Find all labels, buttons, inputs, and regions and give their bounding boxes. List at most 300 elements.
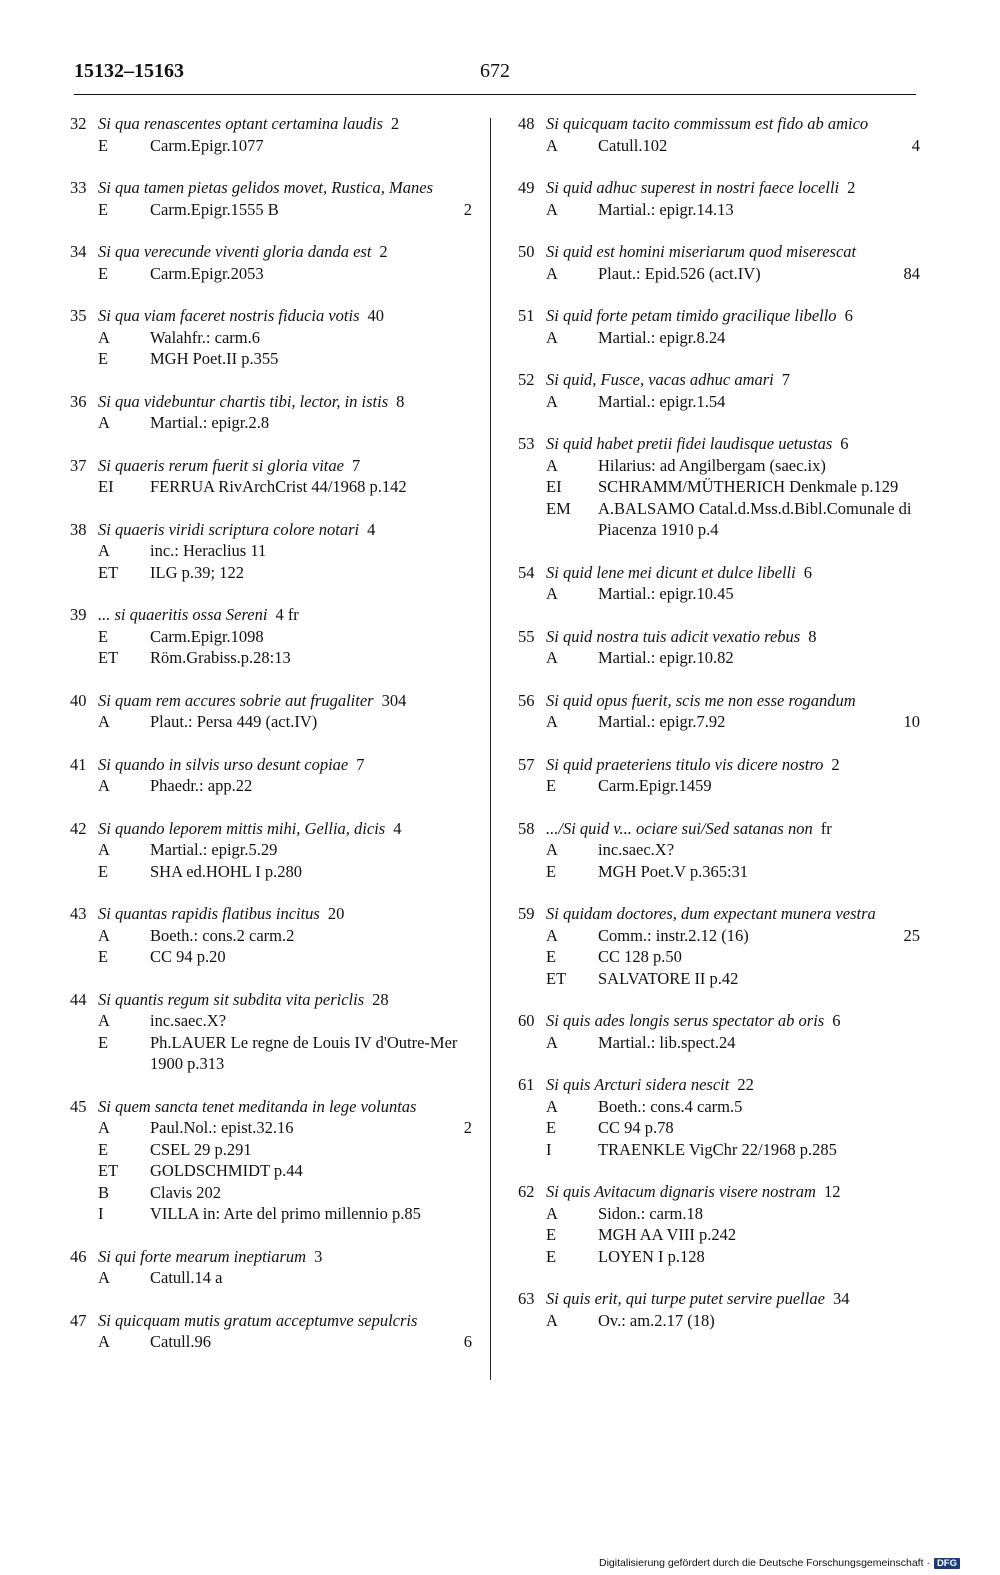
entry-incipit: Si quando in silvis urso desunt copiae xyxy=(98,754,349,774)
source-line-count: 6 xyxy=(463,1332,472,1351)
source-reference xyxy=(598,647,938,669)
entry-title-line xyxy=(70,989,490,1011)
entry-incipit: Si quid habet pretii fidei laudisque uetustas xyxy=(546,434,833,453)
source-reference xyxy=(150,135,490,157)
source-reference-text: Plaut.: Persa 449 (act.IV) xyxy=(150,712,318,731)
source-reference xyxy=(150,348,490,370)
entry-title-line xyxy=(70,818,490,840)
source-code: A xyxy=(98,327,110,347)
source-code: A xyxy=(546,648,558,667)
source-reference-text: Sidon.: carm.18 xyxy=(598,1203,703,1223)
source-row xyxy=(518,1224,938,1246)
source-reference xyxy=(150,199,490,221)
entry-number: 38 xyxy=(70,519,87,539)
entry-title-line xyxy=(70,903,490,925)
source-reference-text: CSEL 29 p.291 xyxy=(150,1139,252,1159)
source-reference-text: CC 94 p.20 xyxy=(150,947,226,966)
entry-line-count: 28 xyxy=(372,989,389,1009)
catalog-entry xyxy=(70,113,490,156)
source-code: E xyxy=(546,1246,557,1266)
source-row xyxy=(70,540,490,562)
entry-line-count: 34 xyxy=(832,1289,850,1308)
entry-title-line xyxy=(518,626,938,648)
source-code: I xyxy=(98,1204,104,1223)
source-reference-text: CC 94 p.78 xyxy=(598,1118,674,1137)
source-reference xyxy=(150,1139,490,1161)
source-line-count: 84 xyxy=(903,263,920,283)
source-reference-text: FERRUA RivArchCrist 44/1968 p.142 xyxy=(150,477,407,496)
entry-line-count: fr xyxy=(820,818,832,838)
source-reference xyxy=(150,1117,490,1139)
source-code: A xyxy=(546,712,558,731)
entry-incipit: Si quid forte petam timido gracilique libello xyxy=(546,306,837,325)
source-reference-text: Plaut.: Epid.526 (act.IV) xyxy=(598,263,761,283)
source-code: A xyxy=(546,135,558,155)
entry-line-count: 2 xyxy=(831,754,840,774)
entry-line-count: 4 fr xyxy=(275,605,299,624)
source-reference xyxy=(150,540,490,562)
entry-title-line xyxy=(518,818,938,840)
entry-incipit: Si quam rem accures sobrie aut frugaliter xyxy=(98,690,374,710)
source-reference xyxy=(598,775,938,797)
source-reference xyxy=(150,263,490,285)
entry-number: 45 xyxy=(70,1096,87,1116)
source-reference-text: Boeth.: cons.2 carm.2 xyxy=(150,925,295,945)
source-reference-text: CC 128 p.50 xyxy=(598,947,682,966)
source-reference xyxy=(150,476,490,498)
source-code: A xyxy=(98,1118,110,1137)
source-reference-text: Paul.Nol.: epist.32.16 xyxy=(150,1118,294,1137)
right-column xyxy=(518,113,938,1352)
source-reference-text: MGH Poet.V p.365:31 xyxy=(598,861,749,881)
entry-title-line xyxy=(70,391,490,413)
entry-title-line xyxy=(70,690,490,712)
entry-incipit: Si quem sancta tenet meditanda in lege voluntas xyxy=(98,1096,417,1116)
entry-incipit: Si quando leporem mittis mihi, Gellia, dicis xyxy=(98,818,386,838)
source-reference-text: Martial.: epigr.8.24 xyxy=(598,327,726,347)
source-row xyxy=(70,1032,490,1075)
source-reference-text: Clavis 202 xyxy=(150,1182,222,1202)
catalog-entry xyxy=(518,1181,938,1267)
source-reference-text: MGH Poet.II p.355 xyxy=(150,349,279,368)
source-row xyxy=(70,1139,490,1161)
source-code: A xyxy=(546,1203,558,1223)
source-reference xyxy=(598,498,938,541)
source-row xyxy=(70,327,490,349)
entry-number: 62 xyxy=(518,1182,535,1201)
source-code: E xyxy=(98,1032,109,1052)
source-code: EI xyxy=(98,477,114,496)
source-row xyxy=(70,711,490,733)
catalog-entry xyxy=(518,1074,938,1160)
entry-incipit: .../Si quid v... ociare sui/Sed satanas non xyxy=(546,818,813,838)
source-code: A xyxy=(98,413,110,432)
source-row xyxy=(70,626,490,648)
entry-line-count: 4 xyxy=(393,818,402,838)
entry-title-line xyxy=(518,903,938,925)
catalog-entry xyxy=(70,177,490,220)
source-reference-text: ILG p.39; 122 xyxy=(150,562,244,582)
entry-incipit: ... si quaeritis ossa Sereni xyxy=(98,605,268,624)
entry-number: 60 xyxy=(518,1011,535,1030)
entry-line-count: 6 xyxy=(832,1011,841,1030)
entry-line-count: 40 xyxy=(367,306,385,325)
source-line-count: 4 xyxy=(911,135,920,155)
source-reference-text: LOYEN I p.128 xyxy=(598,1246,705,1266)
catalog-entry xyxy=(518,818,938,883)
entry-line-count: 7 xyxy=(351,455,361,475)
source-reference-text: Carm.Epigr.1098 xyxy=(150,626,264,646)
source-reference-text: Hilarius: ad Angilbergam (saec.ix) xyxy=(598,455,826,475)
catalog-entry xyxy=(70,1096,490,1225)
source-code: E xyxy=(546,861,557,881)
source-reference xyxy=(598,391,938,413)
source-reference-text: TRAENKLE VigChr 22/1968 p.285 xyxy=(598,1139,837,1159)
source-row xyxy=(518,1139,938,1161)
source-reference xyxy=(598,1096,938,1118)
source-reference-text: MGH AA VIII p.242 xyxy=(598,1225,737,1244)
entry-incipit: Si quicquam mutis gratum acceptumve sepulcris xyxy=(98,1310,418,1330)
source-reference xyxy=(598,327,938,349)
source-reference-text: Martial.: epigr.7.92 xyxy=(598,712,726,731)
entry-incipit: Si quidam doctores, dum expectant munera vestra xyxy=(546,904,876,923)
source-reference xyxy=(150,1331,490,1353)
source-row xyxy=(70,1010,490,1032)
source-code: E xyxy=(546,947,557,966)
catalog-entry xyxy=(518,305,938,348)
source-reference xyxy=(598,263,938,285)
source-row xyxy=(518,199,938,221)
source-reference xyxy=(150,1010,490,1032)
catalog-entry xyxy=(70,604,490,669)
entry-incipit: Si qui forte mearum ineptiarum xyxy=(98,1246,307,1266)
source-reference-text: Walahfr.: carm.6 xyxy=(150,327,260,347)
entry-line-count: 304 xyxy=(381,690,407,710)
source-code: E xyxy=(98,263,109,283)
source-reference-text: Martial.: epigr.10.45 xyxy=(598,584,734,603)
source-reference xyxy=(598,455,938,477)
source-reference xyxy=(150,1182,490,1204)
entry-number: 47 xyxy=(70,1310,87,1330)
source-line-count: 25 xyxy=(903,925,920,945)
entry-incipit: Si qua renascentes optant certamina laudis xyxy=(98,114,383,133)
catalog-entry xyxy=(518,113,938,156)
source-code: ET xyxy=(98,1161,119,1180)
entry-incipit: Si quid, Fusce, vacas adhuc amari xyxy=(546,370,774,389)
entry-line-count: 2 xyxy=(379,242,388,261)
source-reference xyxy=(150,562,490,584)
source-code: A xyxy=(98,1332,110,1351)
source-row xyxy=(518,583,938,605)
entry-title-line xyxy=(70,113,490,135)
source-row xyxy=(518,391,938,413)
catalog-entry xyxy=(70,455,490,498)
source-line-count: 10 xyxy=(903,712,920,731)
entry-title-line xyxy=(518,433,938,455)
source-code: A xyxy=(98,1268,110,1287)
source-reference xyxy=(598,1139,938,1161)
entry-number: 46 xyxy=(70,1246,87,1266)
source-code: A xyxy=(546,391,558,411)
source-code: ET xyxy=(546,968,567,988)
source-row xyxy=(70,1160,490,1182)
entry-title-line xyxy=(518,562,938,584)
source-code: A xyxy=(546,263,558,283)
source-reference xyxy=(598,968,938,990)
page-footer xyxy=(599,1557,960,1569)
entry-title-line xyxy=(518,369,938,391)
source-reference-text: Catull.102 xyxy=(598,135,668,155)
source-reference xyxy=(598,1246,938,1268)
catalog-entry xyxy=(70,391,490,434)
source-reference-text: Ov.: am.2.17 (18) xyxy=(598,1310,715,1330)
source-reference xyxy=(150,711,490,733)
entry-incipit: Si quid opus fuerit, scis me non esse rogandum xyxy=(546,690,856,710)
source-reference-text: SCHRAMM/MÜTHERICH Denkmale p.129 xyxy=(598,477,899,496)
source-reference-text: inc.saec.X? xyxy=(150,1011,227,1030)
source-row xyxy=(70,476,490,498)
source-code: B xyxy=(98,1182,110,1202)
column-divider xyxy=(490,118,491,1380)
catalog-entry xyxy=(518,433,938,541)
entry-incipit: Si quis erit, qui turpe putet servire puellae xyxy=(546,1289,825,1308)
entry-incipit: Si qua viam faceret nostris fiducia votis xyxy=(98,306,360,325)
entry-title-line xyxy=(518,1010,938,1032)
source-reference-text: A.BALSAMO Catal.d.Mss.d.Bibl.Comunale di Piacenza 1910 p.4 xyxy=(598,498,912,539)
catalog-entry xyxy=(518,369,938,412)
catalog-entry xyxy=(518,1288,938,1331)
entry-line-count: 6 xyxy=(844,306,853,325)
source-code: A xyxy=(546,199,558,219)
entry-number: 55 xyxy=(518,626,535,646)
source-row xyxy=(518,711,938,733)
catalog-entry xyxy=(518,754,938,797)
entry-line-count: 2 xyxy=(390,114,400,133)
entry-title-line xyxy=(518,690,938,712)
entry-incipit: Si qua verecunde viventi gloria danda est xyxy=(98,242,372,261)
source-code: E xyxy=(98,861,109,881)
catalog-entry xyxy=(70,754,490,797)
entry-range: 15132–15163 xyxy=(74,60,184,82)
source-row xyxy=(70,1203,490,1225)
entry-number: 40 xyxy=(70,690,87,710)
source-row xyxy=(70,135,490,157)
entry-incipit: Si quantas rapidis flatibus incitus xyxy=(98,904,320,923)
entry-number: 35 xyxy=(70,306,87,325)
source-row xyxy=(70,199,490,221)
source-row xyxy=(70,839,490,861)
source-row xyxy=(518,498,938,541)
source-row xyxy=(518,1310,938,1332)
source-code: A xyxy=(98,541,110,560)
entry-number: 52 xyxy=(518,370,535,389)
source-row xyxy=(518,1246,938,1268)
entry-incipit: Si quantis regum sit subdita vita periclis xyxy=(98,989,365,1009)
entry-incipit: Si quid nostra tuis adicit vexatio rebus xyxy=(546,626,801,646)
source-row xyxy=(70,412,490,434)
entry-line-count: 12 xyxy=(823,1182,841,1201)
source-line-count: 2 xyxy=(463,199,472,219)
entry-incipit: Si quis Avitacum dignaris visere nostram xyxy=(546,1182,816,1201)
source-row xyxy=(70,1331,490,1353)
entry-number: 49 xyxy=(518,178,535,197)
source-row xyxy=(518,135,938,157)
source-reference xyxy=(150,1160,490,1182)
source-reference-text: Catull.14 a xyxy=(150,1268,223,1287)
entry-number: 34 xyxy=(70,242,87,261)
source-code: E xyxy=(98,135,109,155)
source-reference xyxy=(598,583,938,605)
source-row xyxy=(70,1117,490,1139)
catalog-entry xyxy=(518,241,938,284)
entry-incipit: Si quis Arcturi sidera nescit xyxy=(546,1075,730,1094)
source-reference xyxy=(598,861,938,883)
entry-number: 63 xyxy=(518,1289,535,1308)
catalog-entry xyxy=(70,903,490,968)
entry-number: 43 xyxy=(70,904,87,923)
entry-line-count: 6 xyxy=(803,562,812,582)
dfg-logo: DFG xyxy=(934,1558,960,1569)
entry-incipit: Si quid lene mei dicunt et dulce libelli xyxy=(546,562,796,582)
catalog-entry xyxy=(70,305,490,370)
entry-incipit: Si quis ades longis serus spectator ab oris xyxy=(546,1011,825,1030)
entry-title-line xyxy=(518,754,938,776)
entry-title-line xyxy=(70,754,490,776)
source-row xyxy=(518,1096,938,1118)
entry-number: 61 xyxy=(518,1075,535,1094)
entry-title-line xyxy=(518,1074,938,1096)
catalog-entry xyxy=(70,1246,490,1289)
entry-number: 48 xyxy=(518,114,535,133)
entry-title-line xyxy=(70,455,490,477)
source-code: E xyxy=(98,626,109,646)
source-reference-text: Röm.Grabiss.p.28:13 xyxy=(150,648,291,667)
entry-line-count: 20 xyxy=(327,904,345,923)
page-header xyxy=(74,60,916,90)
source-reference xyxy=(150,861,490,883)
source-row xyxy=(518,1032,938,1054)
entry-line-count: 8 xyxy=(808,626,817,646)
source-row xyxy=(518,1117,938,1139)
source-row xyxy=(518,1203,938,1225)
source-row xyxy=(70,861,490,883)
source-reference-text: Martial.: epigr.5.29 xyxy=(150,840,278,859)
source-reference xyxy=(150,647,490,669)
source-reference xyxy=(598,1203,938,1225)
source-code: E xyxy=(98,349,109,368)
source-reference-text: inc.saec.X? xyxy=(598,840,675,859)
source-code: E xyxy=(546,1225,557,1244)
source-row xyxy=(518,647,938,669)
entry-number: 36 xyxy=(70,391,87,411)
entry-incipit: Si quid est homini miseriarum quod miserescat xyxy=(546,242,857,261)
source-reference xyxy=(598,476,938,498)
source-reference-text: Carm.Epigr.2053 xyxy=(150,263,264,283)
source-row xyxy=(70,263,490,285)
entry-number: 51 xyxy=(518,306,535,325)
footer-text: Digitalisierung gefördert durch die Deutsche Forschungsgemeinschaft · xyxy=(599,1557,930,1569)
entry-number: 37 xyxy=(70,455,87,475)
source-code: A xyxy=(546,925,558,945)
entry-line-count: 8 xyxy=(396,391,405,411)
source-code: ET xyxy=(98,562,119,582)
source-row xyxy=(70,348,490,370)
source-reference-text: VILLA in: Arte del primo millennio p.85 xyxy=(150,1204,421,1223)
page-number: 672 xyxy=(480,60,510,82)
entry-title-line xyxy=(70,519,490,541)
source-row xyxy=(70,775,490,797)
source-reference xyxy=(150,946,490,968)
entry-number: 44 xyxy=(70,989,87,1009)
entry-title-line xyxy=(70,1310,490,1332)
source-reference-text: Comm.: instr.2.12 (16) xyxy=(598,925,749,945)
source-row xyxy=(518,775,938,797)
source-reference xyxy=(150,775,490,797)
entry-title-line xyxy=(518,177,938,199)
entry-title-line xyxy=(70,604,490,626)
catalog-entry xyxy=(70,241,490,284)
entry-title-line xyxy=(518,1181,938,1203)
source-reference xyxy=(150,327,490,349)
source-code: E xyxy=(98,947,109,966)
source-reference-text: Carm.Epigr.1077 xyxy=(150,135,264,155)
source-reference xyxy=(150,1203,490,1225)
source-code: E xyxy=(98,1139,109,1159)
entry-number: 57 xyxy=(518,754,535,774)
source-code: ET xyxy=(98,648,119,667)
catalog-entry xyxy=(518,1010,938,1053)
source-row xyxy=(518,925,938,947)
source-code: A xyxy=(98,840,110,859)
source-row xyxy=(70,562,490,584)
catalog-entry xyxy=(70,519,490,584)
entry-number: 33 xyxy=(70,178,87,197)
source-row xyxy=(518,476,938,498)
source-code: A xyxy=(546,1032,558,1052)
entry-line-count: 7 xyxy=(356,754,365,774)
catalog-entry xyxy=(518,562,938,605)
header-rule xyxy=(74,94,916,95)
source-reference xyxy=(598,1117,938,1139)
source-code: A xyxy=(98,1011,110,1030)
entry-incipit: Si quicquam tacito commissum est fido ab amico xyxy=(546,114,869,133)
entry-number: 56 xyxy=(518,690,535,710)
source-code: A xyxy=(546,840,558,859)
source-reference xyxy=(150,839,490,861)
source-reference-text: SHA ed.HOHL I p.280 xyxy=(150,861,303,881)
source-row xyxy=(518,861,938,883)
entry-incipit: Si qua videbuntur chartis tibi, lector, in istis xyxy=(98,391,389,411)
entry-title-line xyxy=(518,241,938,263)
catalog-entry xyxy=(70,690,490,733)
source-reference-text: Carm.Epigr.1555 B xyxy=(150,199,279,219)
entry-incipit: Si quid adhuc superest in nostri faece locelli xyxy=(546,178,840,197)
source-reference-text: inc.: Heraclius 11 xyxy=(150,541,267,560)
source-row xyxy=(70,946,490,968)
source-reference xyxy=(150,925,490,947)
source-code: EM xyxy=(546,498,571,518)
entry-number: 59 xyxy=(518,904,535,923)
source-reference-text: Martial.: epigr.1.54 xyxy=(598,391,726,411)
entry-number: 53 xyxy=(518,434,535,453)
entry-incipit: Si qua tamen pietas gelidos movet, Rustica, Manes xyxy=(98,178,433,197)
source-row xyxy=(518,327,938,349)
source-row xyxy=(518,455,938,477)
catalog-entry xyxy=(518,903,938,989)
entry-line-count: 3 xyxy=(314,1246,323,1266)
source-reference xyxy=(598,199,938,221)
source-reference xyxy=(598,711,938,733)
